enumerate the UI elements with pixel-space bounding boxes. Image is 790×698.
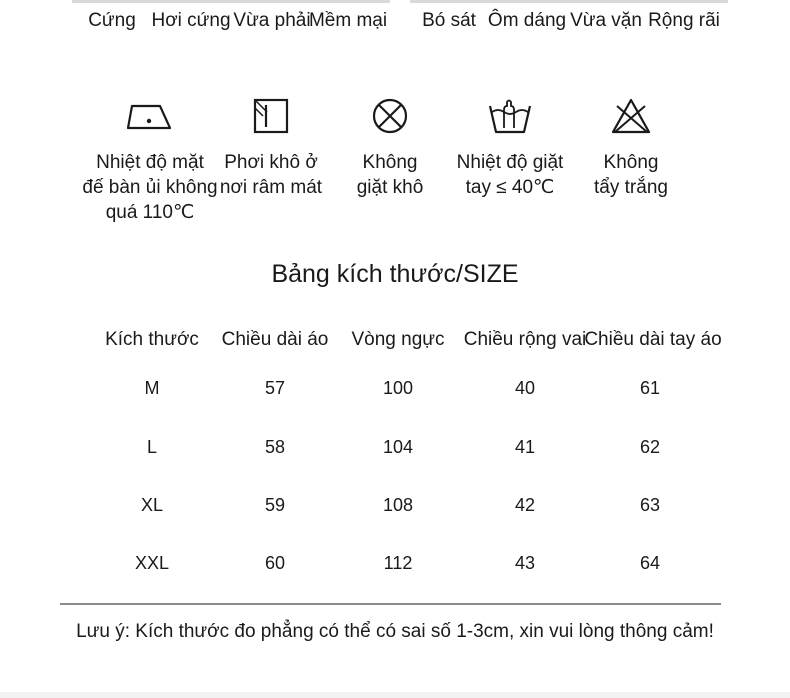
- care-label-no-bleach: Không tẩy trắng: [594, 152, 668, 198]
- table-cell-size: L: [146, 437, 158, 457]
- table-cell: 62: [639, 437, 661, 457]
- table-cell: 42: [514, 495, 536, 515]
- no-dry-clean-icon: [364, 96, 416, 136]
- table-cell: 59: [264, 495, 286, 515]
- fit-label: Bó sát: [422, 10, 476, 31]
- care-item-no-bleach: [556, 96, 706, 200]
- fit-scale-bar: [410, 0, 728, 3]
- table-header: Vòng ngực: [351, 329, 445, 350]
- table-cell: 61: [639, 378, 661, 398]
- stiffness-label: Cứng: [88, 10, 136, 31]
- table-cell: 100: [382, 378, 414, 398]
- table-header: Chiều dài tay áo: [584, 329, 722, 350]
- table-cell-size: XL: [140, 495, 164, 515]
- care-label-shade-dry: Phơi khô ở nơi râm mát: [219, 152, 323, 198]
- table-header: Chiều dài áo: [221, 329, 329, 350]
- stiffness-label: Mềm mại: [308, 10, 388, 31]
- table-cell: 40: [514, 378, 536, 398]
- care-label-no-dry-clean: Không giặt khô: [356, 152, 424, 198]
- care-label-hand-wash: Nhiệt độ giặt tay ≤ 40℃: [456, 152, 564, 198]
- table-cell: 41: [514, 437, 536, 457]
- table-cell: 108: [382, 495, 414, 515]
- hand-wash-icon: [484, 96, 536, 136]
- table-cell-size: M: [144, 378, 160, 398]
- care-instructions: [0, 96, 790, 236]
- table-cell: 64: [639, 553, 661, 573]
- table-cell: 104: [382, 437, 414, 457]
- size-chart-title: Bảng kích thước/SIZE: [271, 260, 519, 288]
- table-cell: 43: [514, 553, 536, 573]
- shade-dry-icon: [245, 96, 297, 136]
- fit-label: Vừa vặn: [570, 10, 642, 31]
- stiffness-label: Vừa phải: [233, 10, 311, 31]
- table-header: Chiều rộng vai: [463, 329, 587, 350]
- divider: [60, 603, 721, 605]
- no-bleach-icon: [605, 96, 657, 136]
- table-cell: 63: [639, 495, 661, 515]
- fit-label: Rộng rãi: [648, 10, 720, 31]
- bottom-strip: [0, 692, 790, 698]
- table-cell: 57: [264, 378, 286, 398]
- table-cell: 60: [264, 553, 286, 573]
- iron-low-heat-icon: [124, 96, 176, 136]
- table-header: Kích thước: [105, 329, 199, 350]
- table-cell: 112: [383, 553, 413, 573]
- fit-label: Ôm dáng: [487, 10, 567, 31]
- table-cell: 58: [264, 437, 286, 457]
- measurement-note: Lưu ý: Kích thước đo phẳng có thể có sai số 1-3cm, xin vui lòng thông cảm!: [76, 621, 714, 642]
- stiffness-label: Hơi cứng: [151, 10, 231, 31]
- care-label-iron: Nhiệt độ mặt đế bàn ủi không quá 110℃: [82, 152, 218, 223]
- table-cell-size: XXL: [134, 553, 170, 573]
- fabric-scale-bar: [72, 0, 390, 3]
